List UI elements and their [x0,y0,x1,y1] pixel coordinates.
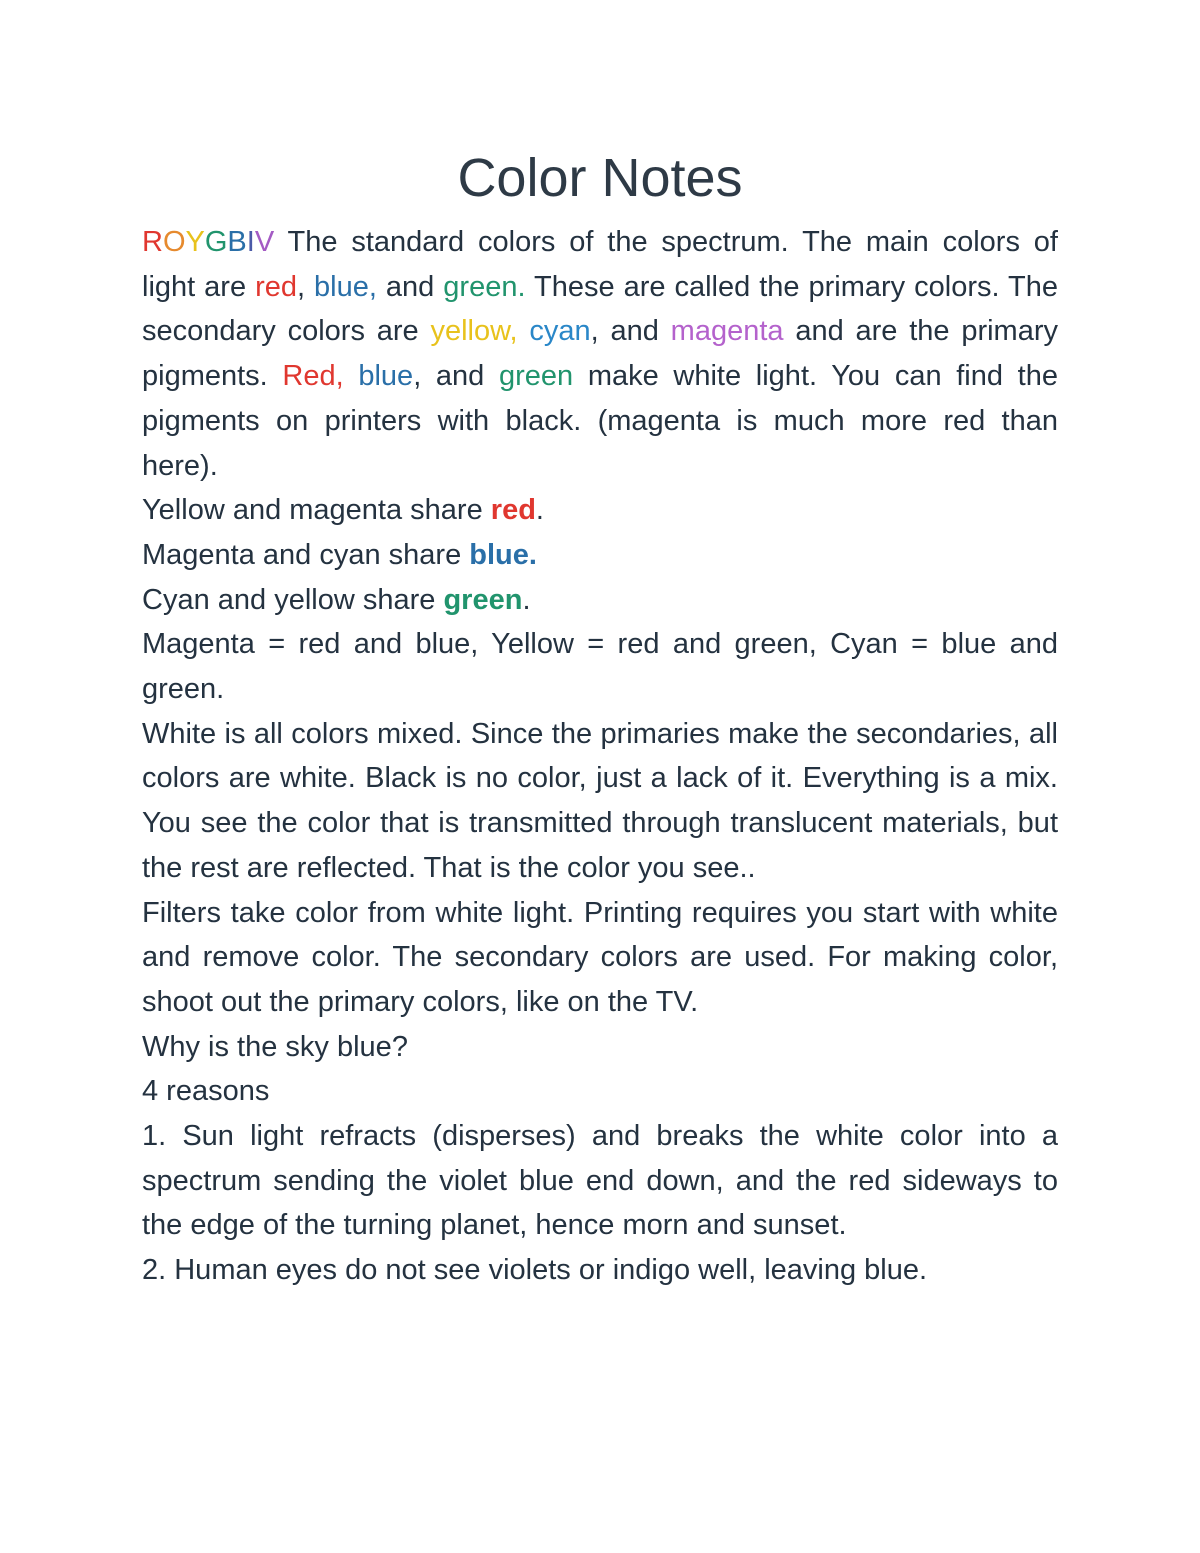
reason-item: 2. Human eyes do not see violets or indigo well, leaving blue. [142,1254,928,1287]
text-run: , and [413,360,499,393]
share-word-red: red [490,494,536,527]
text-run [518,315,530,347]
filters-paragraph: Filters take color from white light. Printing requires you start with white and remove color. The secondary colors are used. For making color, shoot out the primary colors, like on the TV. [142,896,1058,1018]
reasons-label: 4 reasons [142,1075,270,1108]
text-run: and are the primary pigments. [142,315,1059,393]
share-word-blue: blue. [469,538,537,571]
roygbiv-letter-o: O [162,226,186,258]
color-word-blue: blue [358,360,414,393]
share-line-green: Cyan and yellow share green. [142,583,531,616]
spectrum-paragraph [142,220,1058,488]
roygbiv-letter-b: B [227,226,247,258]
roygbiv-letter-i: I [246,226,255,258]
share-line-red: Yellow and magenta share red. [142,494,544,527]
text-run: and [376,270,444,303]
text-run: The standard colors of the spectrum. The main colors of light are [142,226,1058,303]
page-title: Color Notes [457,148,743,208]
color-word-red: red [255,270,297,303]
text-run [344,360,359,392]
white-paragraph: White is all colors mixed. Since the primaries make the secondaries, all colors are white. Black is no color, just a lack of it. Everything is a mix. You see the color that is transmitted through translucent materials, but the rest are reflected. That is the color you see.. [142,717,1058,884]
reason-item: 1. Sun light refracts (disperses) and breaks the white color into a spectrum sending the violet blue end down, and the red sideways to the edge of the turning planet, hence morn and sunset. [142,1120,1058,1242]
roygbiv-label [142,226,274,258]
roygbiv-letter-y: Y [185,226,205,258]
sky-question: Why is the sky blue? [142,1030,408,1063]
roygbiv-letter-g: G [204,226,228,258]
color-word-green: green [498,360,574,393]
color-word-blue: blue, [314,270,377,303]
color-word-cyan: cyan [529,315,591,348]
roygbiv-letter-v: V [254,226,275,258]
color-word-yellow: yellow, [430,315,518,348]
text-run: , [297,270,315,303]
roygbiv-letter-r: R [142,226,163,258]
document-body [142,220,1058,1293]
text-run: , and [590,315,671,348]
share-word-green: green [443,583,523,616]
share-line-blue: Magenta and cyan share blue. [142,538,537,571]
color-word-green: green. [443,270,526,303]
text-run: make white light. You can find the pigments on printers with black. (magenta is much more red than here). [142,360,1058,482]
color-word-red: Red, [282,360,344,393]
mix-paragraph: Magenta = red and blue, Yellow = red and green, Cyan = blue and green. [142,628,1058,706]
color-word-magenta: magenta [670,315,784,348]
text-run: These are called the primary colors. The secondary colors are [142,270,1059,348]
